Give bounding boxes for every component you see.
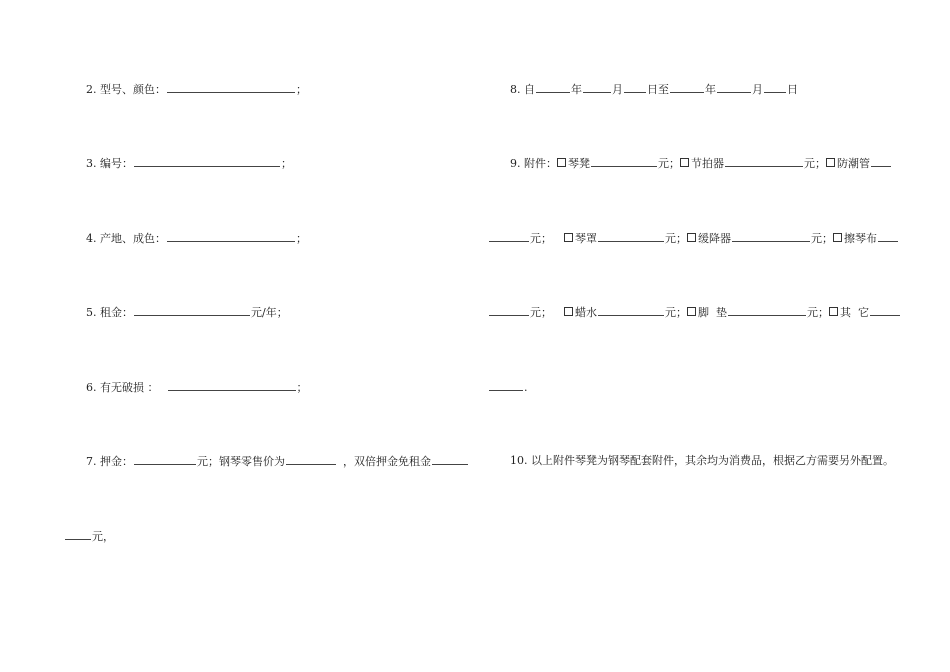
item-period <box>510 82 798 97</box>
other-price-blank[interactable] <box>870 305 900 316</box>
piano-cover-price-blank[interactable] <box>598 231 664 242</box>
checkbox-other[interactable] <box>829 307 838 316</box>
wax-price-blank[interactable] <box>598 305 664 316</box>
metronome-price-blank[interactable] <box>725 156 803 167</box>
wax-label: 蜡水 <box>575 306 597 319</box>
piano-cover-unit: 元； <box>665 232 687 245</box>
cleaning-cloth-price-blank[interactable] <box>878 231 898 242</box>
metronome-unit: 元； <box>804 157 826 170</box>
model-color-blank[interactable] <box>167 82 295 93</box>
retail-price-blank[interactable] <box>286 454 336 465</box>
item-origin-condition-label: 4. 产地、成色： <box>86 232 166 245</box>
piano-bench-label: 琴凳 <box>568 157 590 170</box>
item-rent <box>86 305 288 320</box>
start-month-unit: 月 <box>612 83 623 96</box>
item-damage-label: 6. 有无破损 ： <box>86 381 159 394</box>
accessories-note-text: 10. 以上附件琴凳为钢琴配套附件，其余均为消费品，根据乙方需要另外配置。 <box>510 454 894 467</box>
rent-free-amount-blank[interactable] <box>65 529 91 540</box>
start-year-blank[interactable] <box>536 82 570 93</box>
item-deposit-text1: 元；钢琴零售价为 <box>197 455 285 468</box>
item-model-color <box>86 82 307 97</box>
soft-close-label: 缓降器 <box>698 232 731 245</box>
item-accessories-label: 9. 附件： <box>510 157 557 170</box>
wax-unit: 元； <box>665 306 687 319</box>
damage-blank[interactable] <box>168 380 296 391</box>
accessories-end-mark: . <box>524 381 528 394</box>
metronome-label: 节拍器 <box>691 157 724 170</box>
other-price-cont-blank[interactable] <box>489 380 523 391</box>
dehumidifier-tube-price-cont-blank[interactable] <box>489 231 529 242</box>
end-year-blank[interactable] <box>670 82 704 93</box>
item-rent-label: 5. 租金： <box>86 306 133 319</box>
end-day-blank[interactable] <box>764 82 786 93</box>
item-accessories-note <box>510 454 894 468</box>
end-day-unit: 日 <box>787 83 798 96</box>
item-model-color-end: ； <box>296 83 307 96</box>
item-accessories-row4 <box>488 380 528 395</box>
checkbox-metronome[interactable] <box>680 158 689 167</box>
item-period-label: 8. 自 <box>510 83 535 96</box>
cleaning-cloth-unit: 元； <box>530 306 552 319</box>
end-month-unit: 月 <box>752 83 763 96</box>
item-origin-condition <box>86 231 307 246</box>
checkbox-piano-cover[interactable] <box>564 233 573 242</box>
other-label: 其 它 <box>840 306 869 319</box>
start-day-blank[interactable] <box>624 82 646 93</box>
end-year-unit: 年 <box>705 83 716 96</box>
origin-condition-blank[interactable] <box>167 231 295 242</box>
item-deposit-text2: ，双倍押金免租金 <box>343 455 431 468</box>
checkbox-foot-pad[interactable] <box>687 307 696 316</box>
start-day-unit: 日至 <box>647 83 669 96</box>
start-year-unit: 年 <box>571 83 582 96</box>
checkbox-wax[interactable] <box>564 307 573 316</box>
item-model-color-label: 2. 型号、颜色： <box>86 83 166 96</box>
item-deposit <box>86 454 469 469</box>
item-deposit-continued-text: 元， <box>92 530 114 543</box>
piano-cover-label: 琴罩 <box>575 232 597 245</box>
end-month-blank[interactable] <box>717 82 751 93</box>
checkbox-piano-bench[interactable] <box>557 158 566 167</box>
rent-blank[interactable] <box>134 305 250 316</box>
checkbox-soft-close[interactable] <box>687 233 696 242</box>
dehumidifier-tube-unit: 元； <box>530 232 552 245</box>
start-month-blank[interactable] <box>583 82 611 93</box>
item-damage-end: ； <box>296 381 308 394</box>
item-accessories-row3 <box>488 305 901 320</box>
item-accessories-row2 <box>488 231 899 246</box>
item-serial-number-end: ； <box>281 157 292 170</box>
cleaning-cloth-price-cont-blank[interactable] <box>489 305 529 316</box>
foot-pad-price-blank[interactable] <box>728 305 806 316</box>
dehumidifier-tube-label: 防潮管 <box>837 157 870 170</box>
serial-number-blank[interactable] <box>134 156 280 167</box>
item-deposit-continued <box>64 529 114 544</box>
soft-close-price-blank[interactable] <box>732 231 810 242</box>
foot-pad-label: 脚 垫 <box>698 306 727 319</box>
item-serial-number <box>86 156 292 171</box>
checkbox-cleaning-cloth[interactable] <box>833 233 842 242</box>
item-serial-number-label: 3. 编号： <box>86 157 133 170</box>
foot-pad-unit: 元； <box>807 306 829 319</box>
item-damage <box>86 380 308 395</box>
item-accessories-row1 <box>510 156 892 171</box>
deposit-blank[interactable] <box>134 454 196 465</box>
dehumidifier-tube-price-blank[interactable] <box>871 156 891 167</box>
item-origin-condition-end: ； <box>296 232 307 245</box>
piano-bench-price-blank[interactable] <box>591 156 657 167</box>
soft-close-unit: 元； <box>811 232 833 245</box>
rent-free-blank[interactable] <box>432 454 468 465</box>
item-deposit-label: 7. 押金： <box>86 455 133 468</box>
item-rent-unit: 元/年； <box>251 306 288 319</box>
checkbox-dehumidifier-tube[interactable] <box>826 158 835 167</box>
cleaning-cloth-label: 擦琴布 <box>844 232 877 245</box>
piano-bench-unit: 元； <box>658 157 680 170</box>
